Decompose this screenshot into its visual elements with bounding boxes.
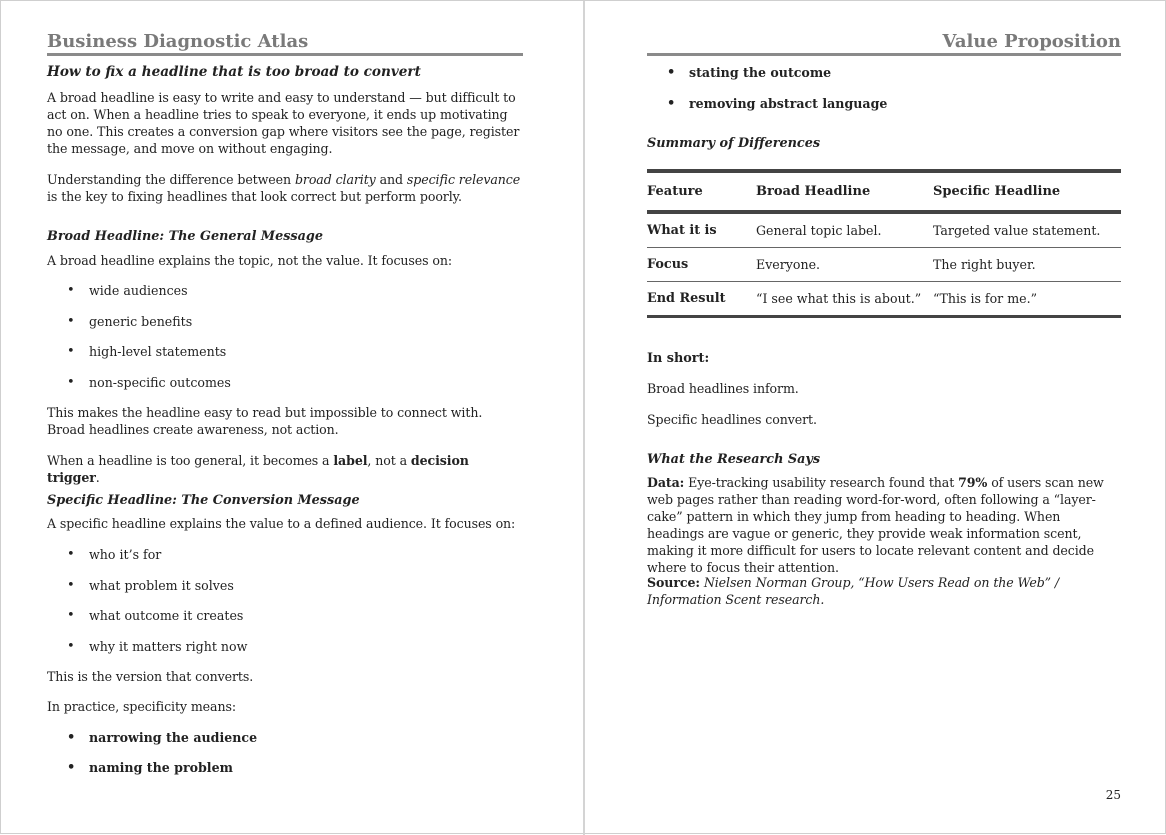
table-cell: What it is <box>647 212 756 248</box>
running-head-right: Value Proposition <box>647 31 1121 56</box>
table-cell: Targeted value statement. <box>933 212 1121 248</box>
summary-table <box>647 173 1121 318</box>
converts-sentence: This is the version that converts. <box>47 669 254 684</box>
list-item: • what problem it solves <box>47 577 523 594</box>
in-short-heading: In short: <box>647 351 710 366</box>
list-item: • why it matters right now <box>47 638 523 655</box>
table-header-row <box>647 173 1121 212</box>
page-gutter <box>583 1 585 835</box>
summary-heading: Summary of Differences <box>647 136 821 151</box>
list-item: • naming the problem <box>47 759 523 776</box>
specific-headline-heading: Specific Headline: The Conversion Message <box>47 493 360 508</box>
table-row <box>647 212 1121 248</box>
practice-sentence: In practice, specificity means: <box>47 699 236 714</box>
label-sentence: When a headline is too general, it becomes a label, not a decision trigger. <box>47 453 469 485</box>
column-header: Specific Headline <box>933 173 1121 212</box>
table-cell: End Result <box>647 282 756 317</box>
specificity-means-list <box>47 729 523 776</box>
table-row <box>647 282 1121 317</box>
table-cell: “I see what this is about.” <box>756 282 933 317</box>
column-header: Feature <box>647 173 756 212</box>
summary-table-wrapper <box>647 169 1121 318</box>
research-heading: What the Research Says <box>647 452 821 467</box>
research-data-paragraph: Data: Eye-tracking usability research found that 79% of users scan new web pages rather than reading word-for-word, often following a “layer-cake” pattern in which they jump from heading to heading. When headings are vague or generic, they provide weak information scent, making it more difficult for users to locate relevant content and decide where to focus their attention. <box>647 475 1104 575</box>
specific-lead: A specific headline explains the value to a defined audience. It focuses on: <box>47 516 516 531</box>
broad-focus-list <box>47 282 523 391</box>
specific-focus-list <box>47 546 523 655</box>
table-row <box>647 248 1121 282</box>
list-item: • removing abstract language <box>647 95 1121 112</box>
table-cell: General topic label. <box>756 212 933 248</box>
research-source: Source: Nielsen Norman Group, “How Users Read on the Web” / Information Scent research. <box>647 575 1060 607</box>
running-head-left: Business Diagnostic Atlas <box>47 31 523 56</box>
right-page <box>647 1 1121 835</box>
short-line-2: Specific headlines convert. <box>647 412 817 427</box>
broad-headline-heading: Broad Headline: The General Message <box>47 229 323 244</box>
table-cell: Focus <box>647 248 756 282</box>
list-item: • generic benefits <box>47 313 523 330</box>
short-line-1: Broad headlines inform. <box>647 381 799 396</box>
broad-lead: A broad headline explains the topic, not the value. It focuses on: <box>47 253 453 268</box>
article-title: How to fix a headline that is too broad to convert <box>47 64 421 80</box>
table-cell: Everyone. <box>756 248 933 282</box>
continued-list <box>647 64 1121 112</box>
intro-paragraph-2: Understanding the difference between broad clarity and specific relevance is the key to fixing headlines that look correct but perform poorly. <box>47 172 521 204</box>
table-cell: The right buyer. <box>933 248 1121 282</box>
page-number: 25 <box>1105 788 1121 802</box>
table-cell: “This is for me.” <box>933 282 1121 317</box>
list-item: • non-specific outcomes <box>47 374 523 391</box>
list-item: • who it’s for <box>47 546 523 563</box>
list-item: • what outcome it creates <box>47 607 523 624</box>
broad-after-paragraph: This makes the headline easy to read but impossible to connect with. Broad headlines create awareness, not action. <box>47 405 483 437</box>
left-page <box>47 1 523 835</box>
intro-paragraph-1: A broad headline is easy to write and easy to understand — but difficult to act on. When a headline tries to speak to everyone, it ends up motivating no one. This creates a conversion gap where visitors see the page, register the message, and move on without engaging. <box>47 90 520 156</box>
list-item: • stating the outcome <box>647 64 1121 81</box>
list-item: • high-level statements <box>47 343 523 360</box>
list-item: • narrowing the audience <box>47 729 523 746</box>
list-item: • wide audiences <box>47 282 523 299</box>
column-header: Broad Headline <box>756 173 933 212</box>
